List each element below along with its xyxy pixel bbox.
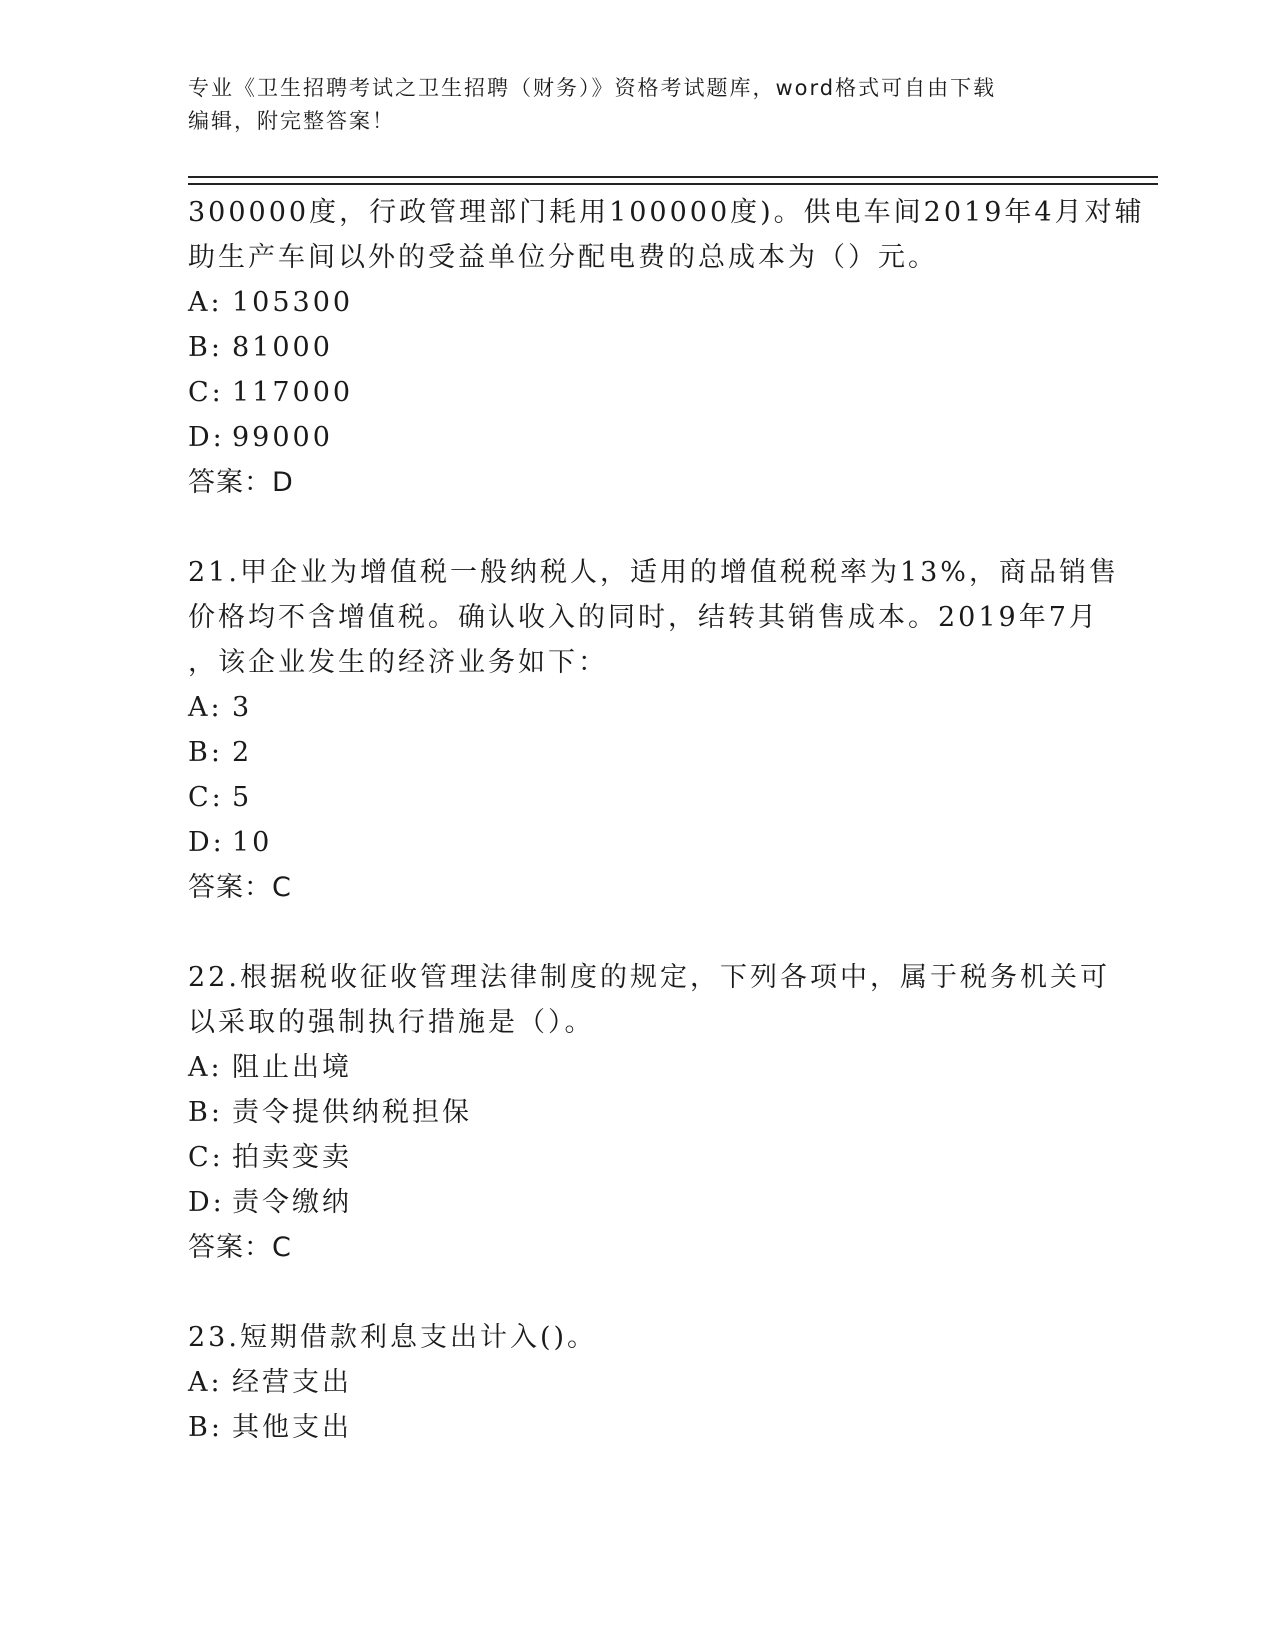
question-22 <box>188 955 1110 1270</box>
option-value: 81000 <box>232 332 333 363</box>
answer-line: 答案：D <box>188 467 294 498</box>
option-value: 其他支出 <box>232 1412 352 1443</box>
option-key: A: <box>188 1367 223 1398</box>
option-key: A: <box>188 692 223 723</box>
option-key: B: <box>188 332 223 363</box>
option-key: C: <box>188 1142 224 1173</box>
question-text: ，该企业发生的经济业务如下： <box>188 647 608 678</box>
option-c <box>188 370 1088 415</box>
question-23 <box>188 1315 1088 1450</box>
question-text: 以采取的强制执行措施是（）。 <box>188 1007 595 1038</box>
question-text: 价格均不含增值税。确认收入的同时，结转其销售成本。2019年7月 <box>188 602 1099 633</box>
option-value: 责令缴纳 <box>232 1187 352 1218</box>
option-key: B: <box>188 737 223 768</box>
option-b <box>188 730 1088 775</box>
option-d <box>188 820 1088 865</box>
option-key: D: <box>188 422 225 453</box>
answer-line: 答案：C <box>188 872 292 903</box>
question-20 <box>188 190 1145 505</box>
header-divider-bottom <box>188 183 1158 185</box>
option-a <box>188 685 1088 730</box>
option-value: 3 <box>232 692 253 723</box>
header-divider-top <box>188 176 1158 178</box>
document-header <box>188 72 1088 138</box>
header-line-1: 专业《卫生招聘考试之卫生招聘（财务）》资格考试题库，word格式可自由下载 <box>188 76 997 100</box>
option-c <box>188 775 1088 820</box>
option-d <box>188 415 1088 460</box>
option-key: A: <box>188 1052 223 1083</box>
question-text: 助生产车间以外的受益单位分配电费的总成本为（）元。 <box>188 242 938 273</box>
option-value: 5 <box>232 782 253 813</box>
option-value: 责令提供纳税担保 <box>232 1097 472 1128</box>
option-b <box>188 1405 1088 1450</box>
option-a <box>188 1360 1088 1405</box>
option-a <box>188 280 1088 325</box>
question-text: 21.甲企业为增值税一般纳税人，适用的增值税税率为13%，商品销售 <box>188 557 1119 588</box>
option-key: C: <box>188 782 224 813</box>
option-value: 105300 <box>232 287 354 318</box>
option-b <box>188 325 1088 370</box>
option-value: 经营支出 <box>232 1367 352 1398</box>
option-value: 2 <box>232 737 253 768</box>
option-value: 99000 <box>232 422 333 453</box>
option-key: D: <box>188 827 225 858</box>
option-key: D: <box>188 1187 225 1218</box>
option-a <box>188 1045 1088 1090</box>
option-b <box>188 1090 1088 1135</box>
option-key: B: <box>188 1097 223 1128</box>
question-text: 22.根据税收征收管理法律制度的规定，下列各项中，属于税务机关可 <box>188 962 1110 993</box>
question-text: 300000度，行政管理部门耗用100000度)。供电车间2019年4月对辅 <box>188 197 1145 228</box>
option-key: C: <box>188 377 224 408</box>
question-21 <box>188 550 1119 910</box>
option-value: 阻止出境 <box>232 1052 352 1083</box>
option-key: B: <box>188 1412 223 1443</box>
question-content <box>188 190 1145 1450</box>
header-line-2: 编辑，附完整答案！ <box>188 109 395 133</box>
answer-line: 答案：C <box>188 1232 292 1263</box>
option-value: 拍卖变卖 <box>232 1142 352 1173</box>
option-d <box>188 1180 1088 1225</box>
option-value: 10 <box>232 827 273 858</box>
option-c <box>188 1135 1088 1180</box>
option-value: 117000 <box>232 377 354 408</box>
option-key: A: <box>188 287 223 318</box>
question-text: 23.短期借款利息支出计入()。 <box>188 1322 598 1353</box>
